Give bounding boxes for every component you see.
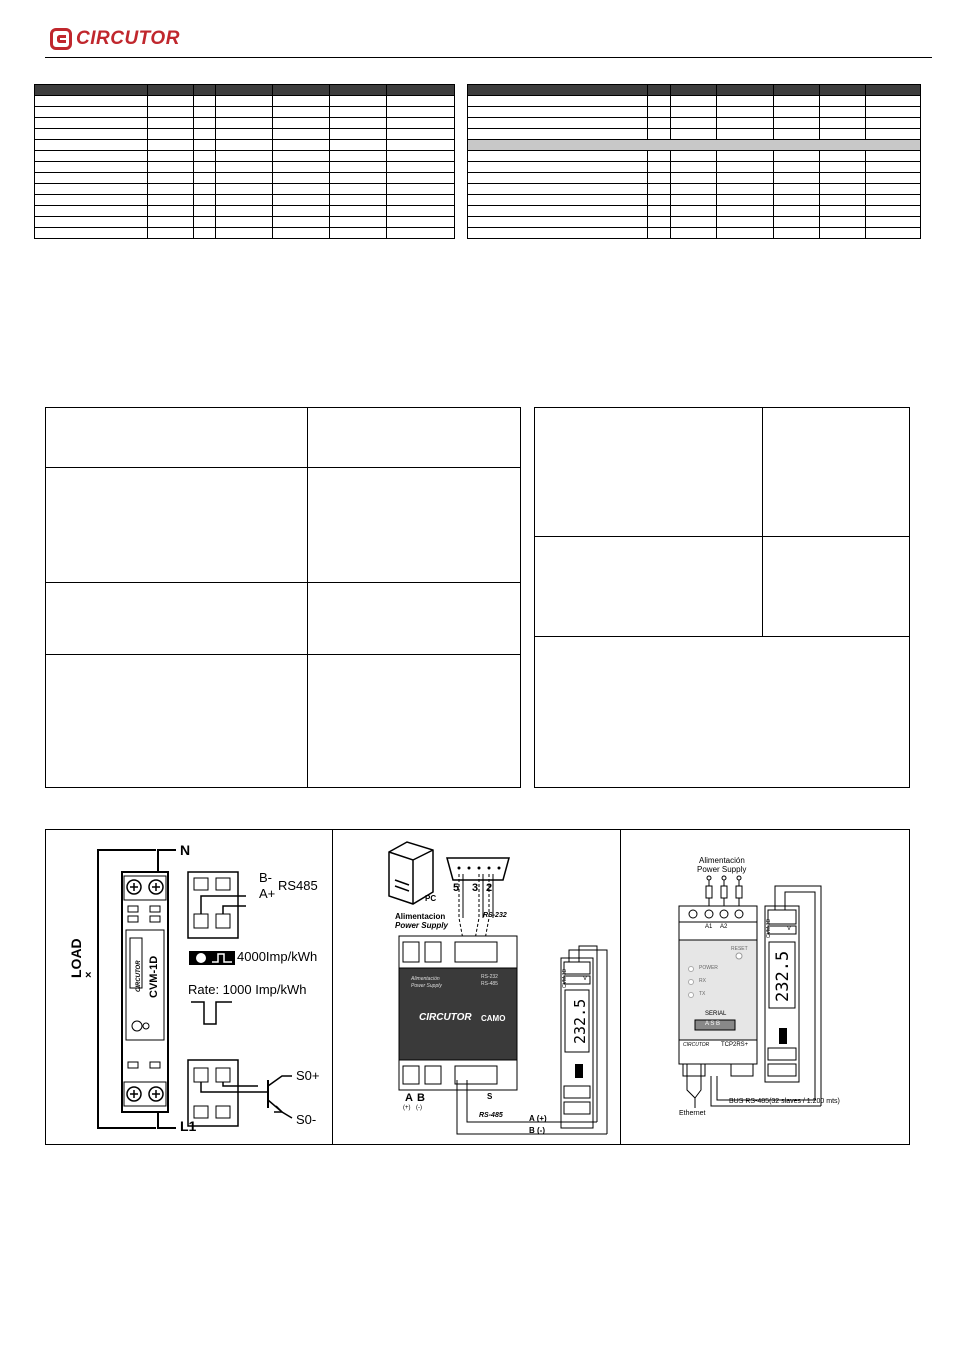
meter-model: CVM-1D	[562, 968, 568, 988]
terminal-b-sign: (-)	[416, 1105, 422, 1111]
terminal-a-label: A	[405, 1092, 413, 1104]
terminal-a-sign: (+)	[403, 1105, 411, 1111]
pulse-rate-label: 4000Imp/kWh	[237, 949, 318, 964]
info-box-row-divider	[46, 582, 520, 583]
tcp-wiring-drawing	[621, 830, 909, 1144]
serial-label: SERIAL	[705, 1011, 727, 1017]
info-box-row-divider	[46, 654, 520, 655]
info-box-left	[45, 407, 521, 788]
neutral-terminal-label: N	[180, 842, 191, 858]
info-box-right	[534, 407, 910, 788]
load-label: LOAD	[68, 938, 84, 978]
svg-text:×: ×	[83, 971, 95, 978]
table-row	[35, 162, 455, 173]
wiring-diagrams-panel	[45, 829, 910, 1145]
camo-wiring-diagram	[333, 830, 620, 1144]
led-tx-label: TX	[699, 991, 706, 997]
table-row	[35, 129, 455, 140]
rs485-label: RS485	[278, 878, 318, 893]
module-rs232-label: RS-232	[481, 974, 498, 980]
info-box-row-divider	[535, 536, 909, 537]
spec-table-right	[467, 84, 921, 239]
line-terminal-label: L1	[180, 1118, 197, 1134]
table-row	[468, 151, 921, 162]
meter-reading: 232.5	[571, 998, 589, 1044]
tcp-model: TCP2RS+	[721, 1042, 749, 1048]
table-row	[468, 228, 921, 239]
table-section-row	[468, 140, 921, 151]
table-row	[35, 96, 455, 107]
module-power-en: Power Supply	[411, 983, 442, 989]
pc-label: PC	[425, 894, 437, 903]
module-brand: CIRCUTOR	[419, 1012, 472, 1023]
info-box-row-divider	[535, 636, 909, 637]
terminal-s-label: S	[487, 1092, 493, 1101]
module-power-es: Alimentación	[411, 976, 440, 982]
led-rx-label: RX	[699, 978, 706, 984]
table-row	[35, 228, 455, 239]
table-header-row	[468, 85, 921, 96]
tcp-power-es: Alimentación	[699, 856, 745, 865]
tcp-brand: CIRCUTOR	[683, 1042, 710, 1048]
rs485-b-label: B-	[259, 870, 272, 885]
meter-unit: V	[583, 976, 588, 982]
table-row	[35, 217, 455, 228]
reset-label: RESET	[731, 946, 748, 952]
table-row	[468, 173, 921, 184]
rs232-label: RS-232	[483, 912, 507, 919]
table-row	[35, 173, 455, 184]
header-divider	[45, 57, 932, 58]
table-row	[35, 107, 455, 118]
circutor-logo-icon	[50, 28, 72, 50]
table-row	[468, 195, 921, 206]
cvm-wiring-diagram	[46, 830, 332, 1144]
serial-pins-label: A S B	[705, 1021, 721, 1027]
brand-name: CIRCUTOR	[76, 28, 180, 49]
line-b-label: B (-)	[529, 1126, 545, 1135]
device-brand-label: CIRCUTOR	[136, 960, 142, 992]
tcp-wiring-diagram	[621, 830, 909, 1144]
circutor-logo	[50, 28, 180, 50]
s0-minus-label: S0-	[296, 1112, 317, 1127]
spec-table-left	[34, 84, 455, 239]
pin-2-label: 2	[486, 882, 493, 894]
info-box-divider	[307, 408, 308, 787]
module-name: CAMO	[481, 1014, 506, 1023]
ethernet-label: Ethernet	[679, 1110, 706, 1117]
bus-rs485-label: BUS RS-485(32 slaves / 1.200 mts)	[729, 1098, 840, 1105]
s0-plus-label: S0+	[296, 1068, 320, 1083]
table-row	[468, 184, 921, 195]
table-row	[468, 206, 921, 217]
tcp-meter-unit: V	[787, 926, 792, 932]
rate-label: Rate: 1000 Imp/kWh	[188, 982, 307, 997]
table-row	[35, 151, 455, 162]
table-row	[468, 217, 921, 228]
table-row	[35, 140, 455, 151]
terminal-a1-label: A1	[705, 924, 713, 930]
info-box-row-divider	[46, 467, 520, 468]
terminal-b-label: B	[417, 1092, 425, 1104]
tcp-meter-model: CVM-1D	[766, 918, 772, 938]
terminal-a2-label: A2	[720, 924, 728, 930]
led-power-label: POWER	[699, 965, 718, 971]
table-row	[35, 118, 455, 129]
camo-wiring-drawing	[333, 830, 620, 1144]
power-label-es: Alimentacion	[395, 912, 446, 921]
table-row	[468, 96, 921, 107]
device-model-label: CVM-1D	[148, 955, 160, 998]
tcp-power-en: Power Supply	[697, 865, 747, 874]
pin-5-label: 5	[453, 882, 460, 894]
table-row	[35, 184, 455, 195]
table-row	[468, 129, 921, 140]
table-row	[468, 107, 921, 118]
table-row	[468, 118, 921, 129]
table-row	[35, 195, 455, 206]
tcp-meter-reading: 232.5	[773, 950, 793, 1002]
rs485-a-label: A+	[259, 886, 276, 901]
line-a-label: A (+)	[529, 1114, 547, 1123]
table-header-row	[35, 85, 455, 96]
pin-3-label: 3	[472, 882, 479, 894]
module-rs485-label: RS-485	[481, 981, 498, 987]
info-box-divider	[762, 408, 763, 636]
power-label-en: Power Supply	[395, 921, 448, 930]
rs485-bus-label: RS-485	[479, 1112, 503, 1119]
table-row	[468, 162, 921, 173]
table-row	[35, 206, 455, 217]
